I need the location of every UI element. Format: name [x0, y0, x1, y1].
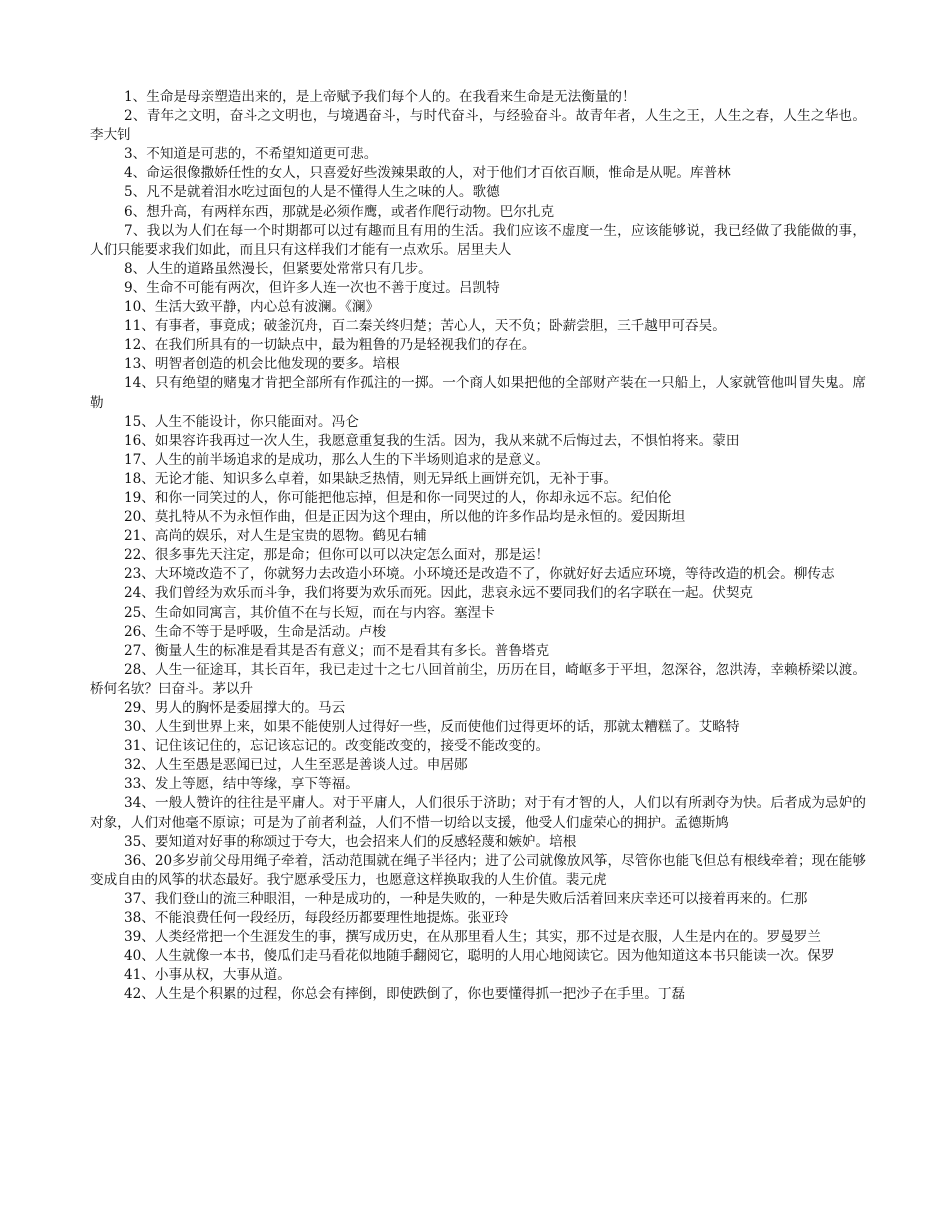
quote-32: 32、人生至愚是恶闻已过，人生至恶是善谈人过。申居郧	[124, 757, 468, 774]
quote-2: 2、青年之文明，奋斗之文明也，与境遇奋斗，与时代奋斗，与经验奋斗。故青年者，人生之王，人生之春，人生之华也。李大钊	[90, 108, 866, 144]
quote-11: 11、有事者，事竟成；破釜沉舟，百二秦关终归楚；苦心人，天不负；卧薪尝胆，三千越甲可吞吴。	[124, 318, 726, 335]
quote-12: 12、在我们所具有的一切缺点中，最为粗鲁的乃是轻视我们的存在。	[124, 337, 536, 354]
quote-37: 37、我们登山的流三种眼泪，一种是成功的，一种是失败的，一种是失败后活着回来庆幸还可以接着再来的。仁那	[124, 890, 808, 907]
quote-38: 38、不能浪费任何一段经历，每段经历都要理性地提炼。张亚玲	[124, 910, 509, 927]
quote-1: 1、生命是母亲塑造出来的，是上帝赋予我们每个人的。在我看来生命是无法衡量的！	[124, 89, 636, 105]
quote-21: 21、高尚的娱乐，对人生是宝贵的恩物。鹤见右辅	[124, 528, 427, 545]
quote-15: 15、人生不能设计，你只能面对。冯仑	[124, 413, 359, 430]
quote-23: 23、大环境改造不了，你就努力去改造小环境。小环境还是改造不了，你就好好去适应环境，等待改造的机会。柳传志	[124, 566, 835, 583]
quote-40: 40、人生就像一本书，傻瓜们走马看花似地随手翻阅它，聪明的人用心地阅读它。因为他知道这本书只能读一次。保罗	[124, 948, 835, 965]
quote-10: 10、生活大致平静，内心总有波澜。《澜》	[124, 299, 380, 316]
quote-24: 24、我们曾经为欢乐而斗争，我们将要为欢乐而死。因此，悲哀永远不要同我们的名字联在一起。伏契克	[124, 585, 754, 602]
quote-17: 17、人生的前半场追求的是成功，那么人生的下半场则追求的是意义。	[124, 451, 550, 468]
quote-8: 8、人生的道路虽然漫长，但紧要处常常只有几步。	[124, 260, 432, 277]
quote-14: 14、只有绝望的赌鬼才肯把全部所有作孤注的一掷。一个商人如果把他的全部财产装在一只船上，人家就管他叫冒失鬼。席勒	[90, 375, 866, 411]
quote-22: 22、很多事先天注定，那是命；但你可以可以决定怎么面对，那是运！	[124, 547, 550, 564]
quote-36: 36、20多岁前父母用绳子牵着，活动范围就在绳子半径内；进了公司就像放风筝，尽管你也能飞但总有根线牵着；现在能够变成自由的风筝的状态最好。我宁愿承受压力，也愿意这样换取我的人生价值。裴元虎	[90, 852, 866, 888]
document-body	[90, 88, 866, 1005]
quote-39: 39、人类经常把一个生涯发生的事，撰写成历史，在从那里看人生；其实，那不过是衣服，人生是内在的。罗曼罗兰	[124, 929, 821, 946]
quote-26: 26、生命不等于是呼吸，生命是活动。卢梭	[124, 623, 386, 640]
quote-28: 28、人生一征途耳，其长百年，我已走过十之七八回首前尘，历历在目，崎岖多于平坦，忽深谷，忽洪涛，幸赖桥梁以渡。桥何名欤？曰奋斗。茅以升	[90, 661, 866, 697]
quote-5: 5、凡不是就着泪水吃过面包的人是不懂得人生之味的人。歌德	[124, 184, 500, 201]
quote-6: 6、想升高，有两样东西，那就是必须作鹰，或者作爬行动物。巴尔扎克	[124, 203, 555, 220]
quote-20: 20、莫扎特从不为永恒作曲，但是正因为这个理由，所以他的许多作品均是永恒的。爱因斯坦	[124, 509, 686, 526]
quote-19: 19、和你一同笑过的人，你可能把他忘掉，但是和你一同哭过的人，你却永远不忘。纪伯伦	[124, 489, 672, 506]
quote-4: 4、命运很像撒娇任性的女人，只喜爱好些泼辣果敢的人，对于他们才百依百顺，惟命是从呢。库普林	[124, 165, 731, 182]
quote-42: 42、人生是个积累的过程，你总会有摔倒，即使跌倒了，你也要懂得抓一把沙子在手里。丁磊	[124, 986, 686, 1003]
quote-7: 7、我以为人们在每一个时期都可以过有趣而且有用的生活。我们应该不虚度一生，应该能够说，我已经做了我能做的事，人们只能要求我们如此，而且只有这样我们才能有一点欢乐。居里夫人	[90, 222, 866, 258]
quote-18: 18、无论才能、知识多么卓着，如果缺乏热情，则无异纸上画饼充饥，无补于事。	[124, 470, 618, 487]
quote-13: 13、明智者创造的机会比他发现的要多。培根	[124, 356, 400, 373]
quote-3: 3、不知道是可悲的，不希望知道更可悲。	[124, 146, 378, 163]
quote-31: 31、记住该记住的，忘记该忘记的。改变能改变的，接受不能改变的。	[124, 738, 550, 755]
quote-35: 35、要知道对好事的称颂过于夸大，也会招来人们的反感轻蔑和嫉妒。培根	[124, 833, 577, 850]
quote-25: 25、生命如同寓言，其价值不在与长短，而在与内容。塞涅卡	[124, 604, 495, 621]
quote-30: 30、人生到世界上来，如果不能使别人过得好一些，反而使他们过得更坏的话，那就太糟糕了。艾略特	[124, 719, 740, 736]
quote-33: 33、发上等愿，结中等缘，享下等福。	[124, 776, 359, 793]
quote-16: 16、如果容许我再过一次人生，我愿意重复我的生活。因为，我从来就不后悔过去，不惧怕将来。蒙田	[124, 432, 740, 449]
quote-29: 29、男人的胸怀是委屈撑大的。马云	[124, 700, 346, 716]
quote-41: 41、小事从权，大事从道。	[124, 967, 291, 984]
quote-34: 34、一般人赞许的往往是平庸人。对于平庸人，人们很乐于济助；对于有才智的人，人们以有所剥夺为快。后者成为忌妒的对象，人们对他毫不原谅；可是为了前者利益，人们不惜一切给以支援，他受人们虚荣心的拥护。孟德斯鸠	[90, 795, 866, 831]
quote-27: 27、衡量人生的标准是看其是否有意义；而不是看其有多长。普鲁塔克	[124, 642, 550, 659]
quote-9: 9、生命不可能有两次，但许多人连一次也不善于度过。吕凯特	[124, 279, 500, 296]
